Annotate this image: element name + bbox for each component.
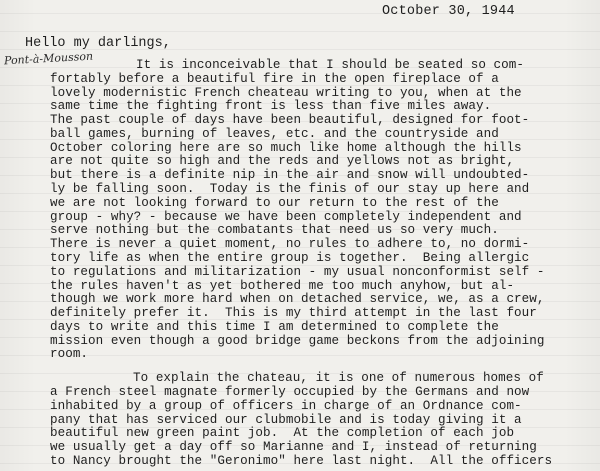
paragraph2-line: we usually get a day off so Marianne and I, instead of returning xyxy=(50,440,537,455)
paragraph2-line: a French steel magnate formerly occupied by the Germans and now xyxy=(50,385,530,400)
paragraph1-line: The past couple of days have been beautiful, designed for foot- xyxy=(50,113,530,128)
paragraph1-line: days to write and this time I am determined to complete the xyxy=(50,319,499,334)
paragraph1-line: group - why? - because we have been completely independent and xyxy=(50,209,522,224)
paragraph1-line: are not quite so high and the reds and yellows not as bright, xyxy=(50,154,515,169)
paragraph1-line: we are not looking forward to our return to the rest of the xyxy=(50,195,499,210)
paragraph1-line: though we work more hard when on detached service, we, as a crew, xyxy=(50,292,545,307)
paragraph1-line: ly be falling soon. Today is the finis of our stay up here and xyxy=(50,182,530,197)
paragraph2-line: inhabited by a group of officers in charge of an Ordnance com- xyxy=(50,398,522,413)
paragraph1-line: tory life as when the entire group is together. Being allergic xyxy=(50,250,530,265)
paragraph1-line: October coloring here are so much like home although the hills xyxy=(50,140,522,155)
paragraph1-line: to regulations and militarization - my usual nonconformist self - xyxy=(50,264,545,279)
paragraph2-line: beautiful new green paint job. At the completion of each job xyxy=(50,426,515,441)
paragraph1-line: definitely prefer it. This is my third attempt in the last four xyxy=(50,306,537,321)
paragraph2-line: To explain the chateau, it is one of numerous homes of xyxy=(133,371,544,386)
paragraph2-line: pany that has serviced our clubmobile and is today giving it a xyxy=(50,412,522,427)
salutation: Hello my darlings, xyxy=(25,36,171,51)
paragraph1-line: but there is a definite nip in the air and snow will undoubted- xyxy=(50,168,530,183)
letter-date: October 30, 1944 xyxy=(382,4,515,19)
paragraph1-line: room. xyxy=(50,347,89,362)
handwritten-margin-note: Pont-à-Mousson xyxy=(3,49,94,68)
paragraph1-line: mission even though a good bridge game beckons from the adjoining xyxy=(50,333,545,348)
paragraph1-line: the rules haven't as yet bothered me too much anyhow, but al- xyxy=(50,278,515,293)
paragraph1-line: fortably before a beautiful fire in the open fireplace of a xyxy=(50,71,499,86)
paragraph1-line: lovely modernistic French cheateau writing to you, when at the xyxy=(50,85,522,100)
paragraph2-line: to Nancy brought the "Geronimo" here last night. All the officers xyxy=(50,454,553,468)
paragraph1-line: same time the fighting front is less than five miles away. xyxy=(50,99,492,114)
paragraph1-line: It is inconceivable that I should be seated so com- xyxy=(136,58,524,72)
paragraph1-line: ball games, burning of leaves, etc. and the countryside and xyxy=(50,126,499,141)
paragraph1-line: serve nothing but the combatants that need us so very much. xyxy=(50,223,499,238)
paragraph1-line: There is never a quiet moment, no rules to adhere to, no dormi- xyxy=(50,237,530,252)
